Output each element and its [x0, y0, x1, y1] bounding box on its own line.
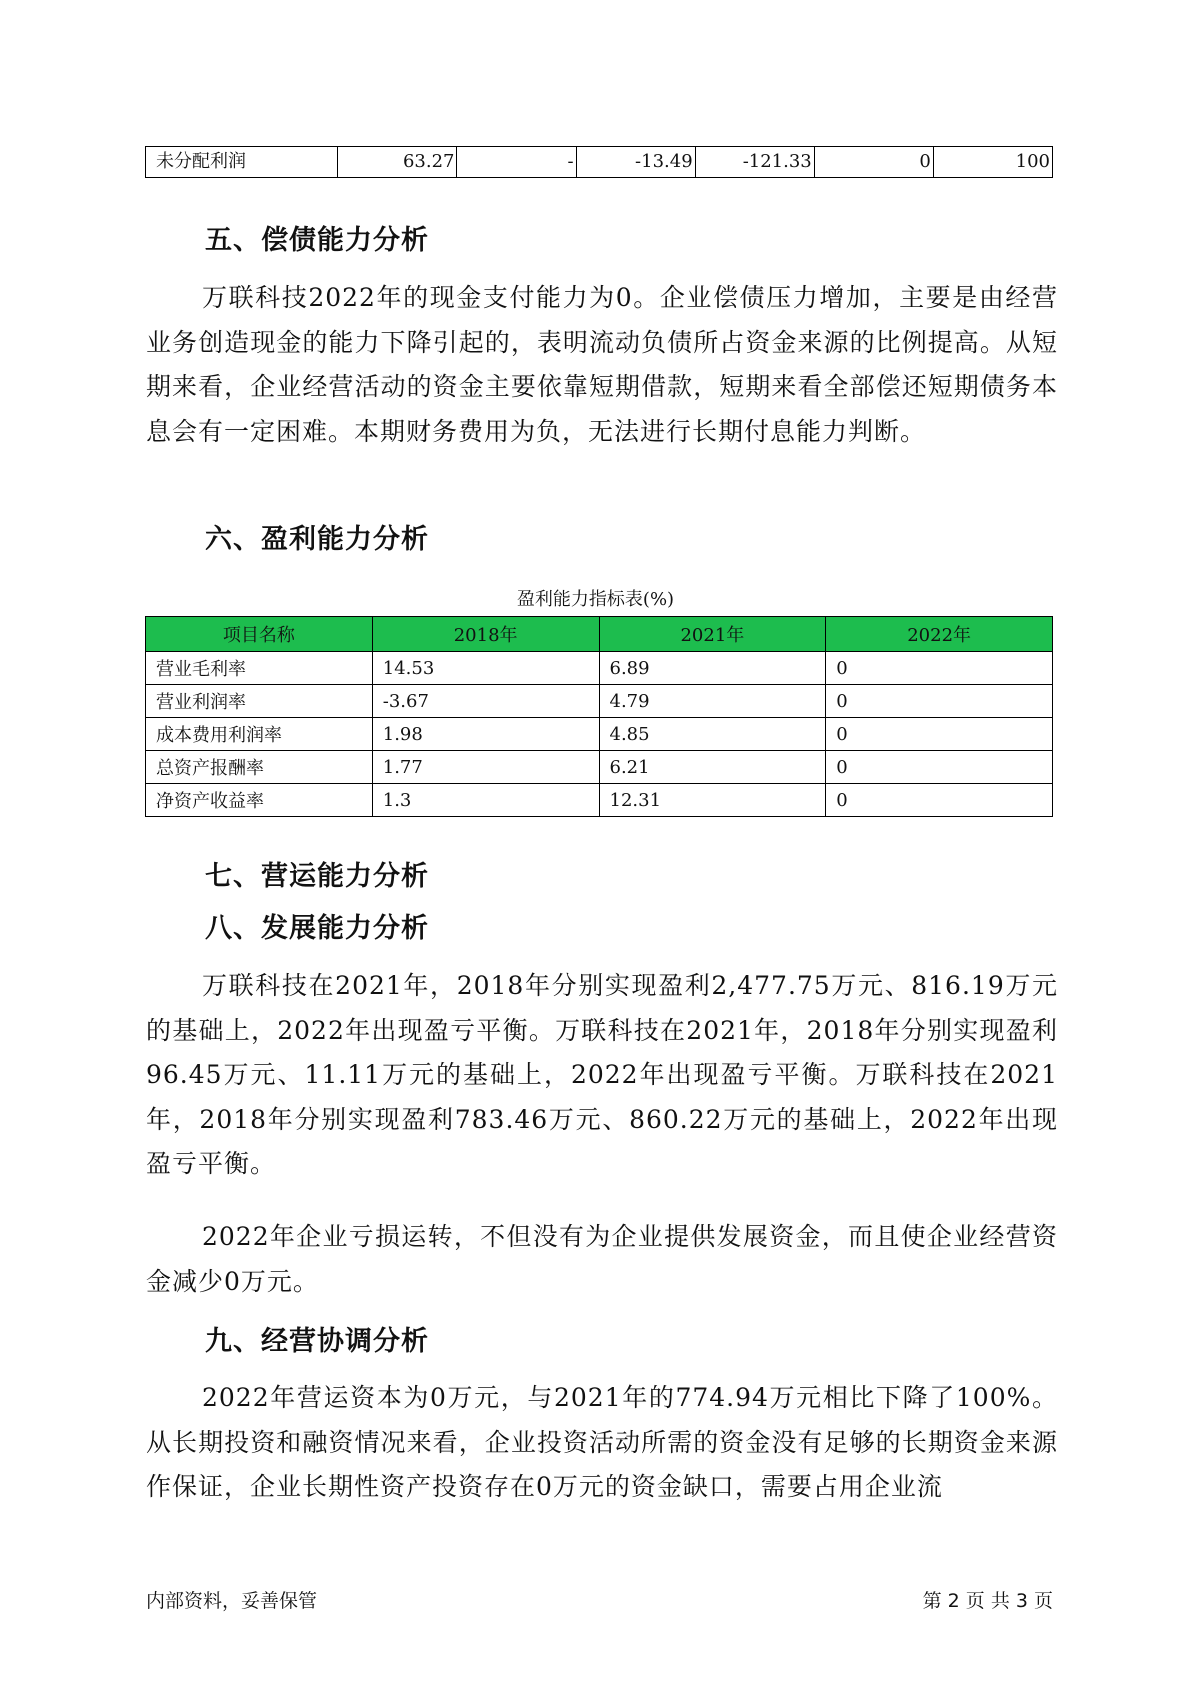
column-header: 2022年	[826, 617, 1053, 652]
table-row	[146, 784, 1053, 817]
section-heading-operations: 七、营运能力分析	[205, 861, 429, 892]
table-cell: 12.31	[599, 784, 826, 817]
footer-confidential-note: 内部资料，妥善保管	[146, 1590, 318, 1612]
table-cell: 6.21	[599, 751, 826, 784]
table-cell: 63.27	[338, 147, 457, 178]
paragraph-development-2: 2022年企业亏损运转，不但没有为企业提供发展资金，而且使企业经营资金减少0万元。	[146, 1222, 1058, 1296]
table-cell: 4.79	[599, 685, 826, 718]
section-heading-profitability: 六、盈利能力分析	[205, 524, 429, 555]
table-cell: 1.3	[372, 784, 599, 817]
table-caption: 盈利能力指标表(%)	[516, 589, 675, 610]
table-cell: 4.85	[599, 718, 826, 751]
table-cell: 1.98	[372, 718, 599, 751]
table-header-row	[146, 617, 1053, 652]
table-cell: 0	[826, 685, 1053, 718]
table-cell: -121.33	[695, 147, 814, 178]
table-cell: 14.53	[372, 652, 599, 685]
table-cell: -3.67	[372, 685, 599, 718]
section-heading-solvency: 五、偿债能力分析	[205, 225, 429, 256]
table-cell: 0	[826, 652, 1053, 685]
table-cell: 0	[826, 718, 1053, 751]
column-header: 2021年	[599, 617, 826, 652]
table-cell: 100	[933, 147, 1052, 178]
paragraph-development-1: 万联科技在2021年，2018年分别实现盈利2,477.75万元、816.19万元的基础上，2022年出现盈亏平衡。万联科技在2021年，2018年分别实现盈利96.45万元、11.11万元的基础上，2022年出现盈亏平衡。万联科技在2021年，2018年分别实现盈利783.46万元、860.22万元的基础上，2022年出现盈亏平衡。	[146, 971, 1058, 1178]
table-cell: 成本费用利润率	[146, 718, 373, 751]
table-cell: 净资产收益率	[146, 784, 373, 817]
column-header: 项目名称	[146, 617, 373, 652]
table-cell: -13.49	[576, 147, 695, 178]
table-cell: 0	[814, 147, 933, 178]
paragraph-solvency: 万联科技2022年的现金支付能力为0。企业偿债压力增加，主要是由经营业务创造现金的能力下降引起的，表明流动负债所占资金来源的比例提高。从短期来看，企业经营活动的资金主要依靠短期借款，短期来看全部偿还短期债务本息会有一定困难。本期财务费用为负，无法进行长期付息能力判断。	[146, 283, 1058, 446]
table-cell: 0	[826, 751, 1053, 784]
table-cell: 0	[826, 784, 1053, 817]
table-cell: 1.77	[372, 751, 599, 784]
paragraph-coordination: 2022年营运资本为0万元，与2021年的774.94万元相比下降了100%。从长期投资和融资情况来看，企业投资活动所需的资金没有足够的长期资金来源作保证，企业长期性资产投资存在0万元的资金缺口，需要占用企业流	[146, 1383, 1058, 1501]
section-heading-development: 八、发展能力分析	[205, 913, 429, 944]
column-header: 2018年	[372, 617, 599, 652]
table-cell: 营业利润率	[146, 685, 373, 718]
footer-page-number: 第 2 页 共 3 页	[922, 1590, 1053, 1612]
table-row	[146, 718, 1053, 751]
table-row	[146, 147, 1053, 178]
table-cell: 6.89	[599, 652, 826, 685]
table-cell: -	[457, 147, 576, 178]
section-heading-coordination: 九、经营协调分析	[205, 1326, 429, 1357]
table-row	[146, 751, 1053, 784]
table-cell: 未分配利润	[146, 147, 338, 178]
table-row	[146, 652, 1053, 685]
top-table-fragment	[145, 146, 1053, 178]
table-row	[146, 685, 1053, 718]
table-cell: 营业毛利率	[146, 652, 373, 685]
profitability-table	[145, 616, 1053, 817]
table-cell: 总资产报酬率	[146, 751, 373, 784]
